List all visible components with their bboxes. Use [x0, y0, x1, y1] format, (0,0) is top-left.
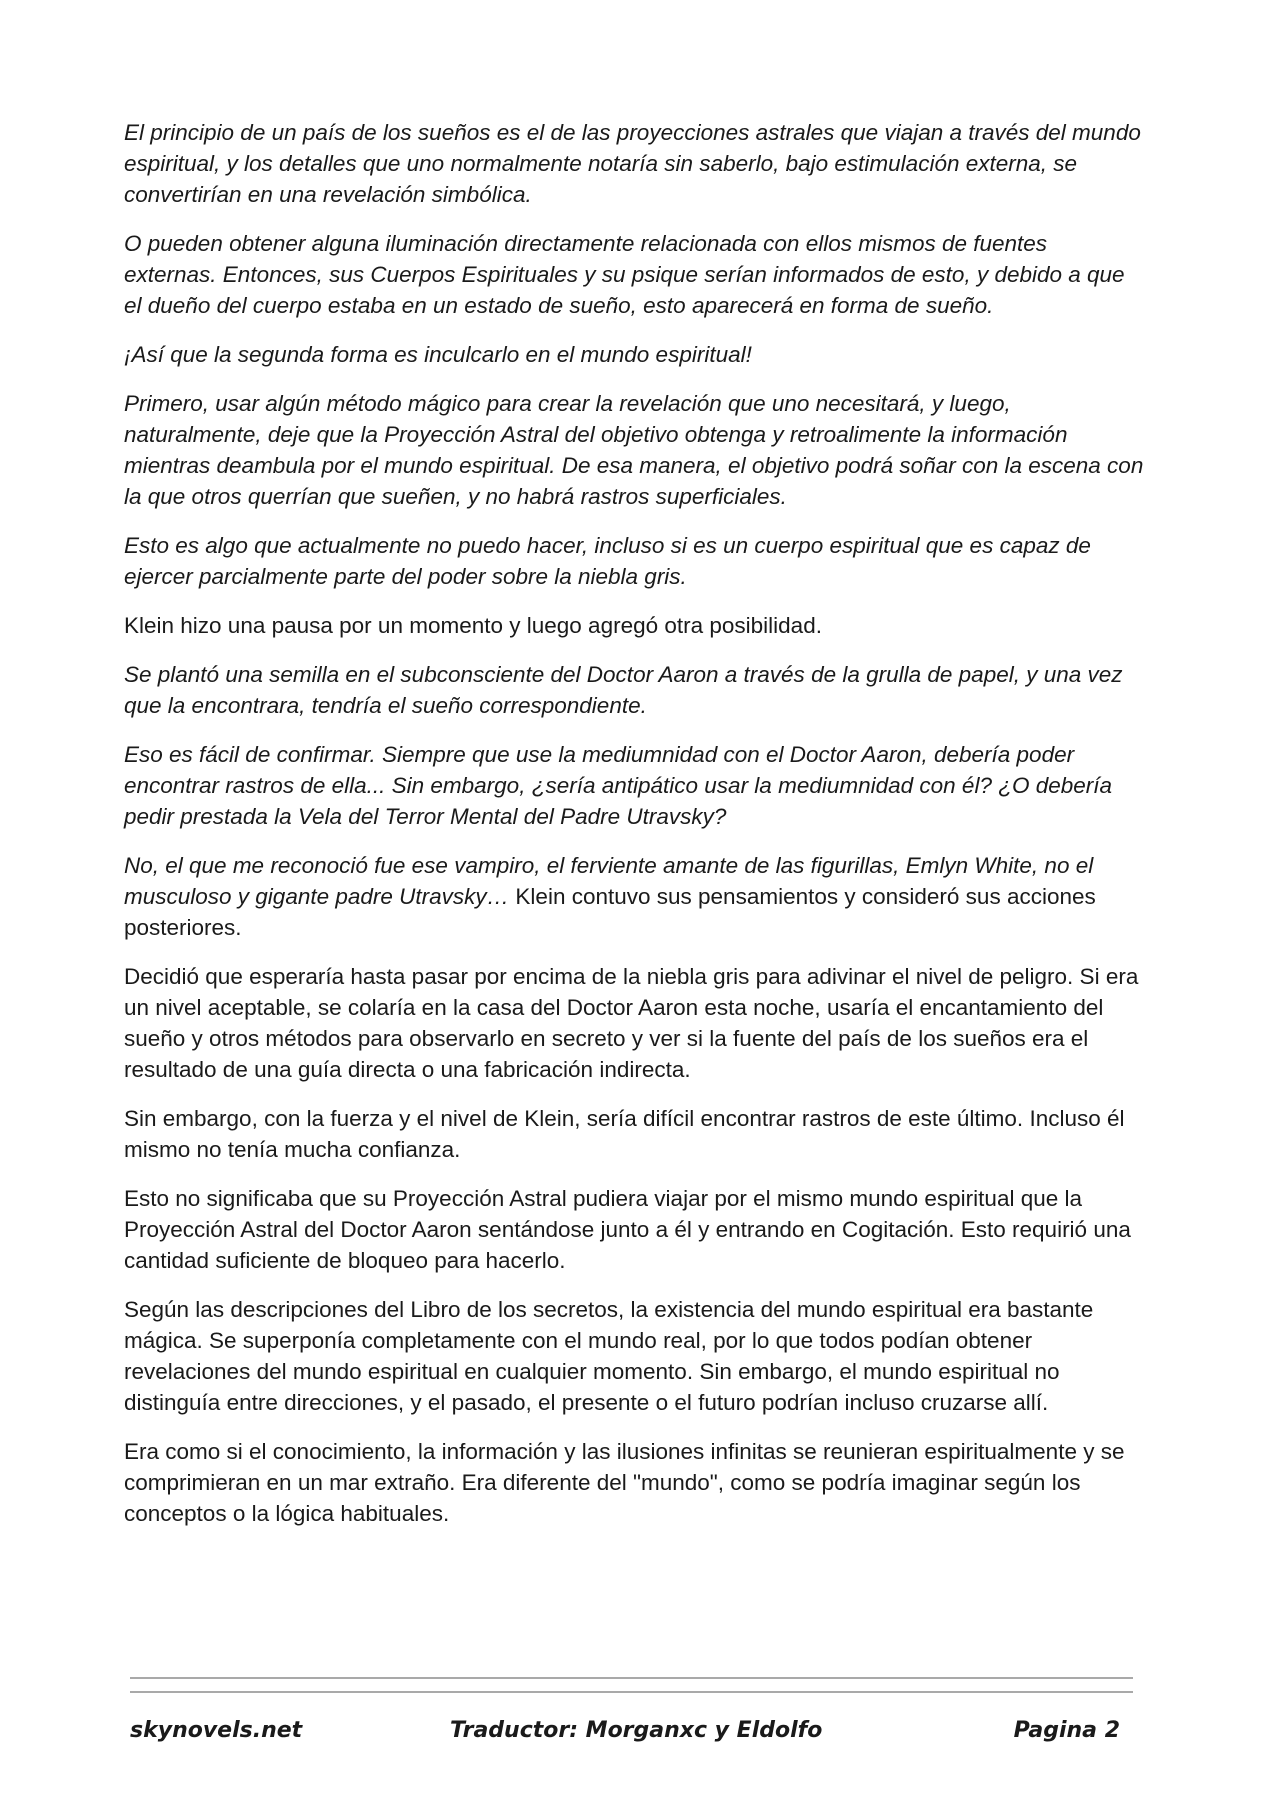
paragraph: Según las descripciones del Libro de los secretos, la existencia del mundo espiritual era bastante mágica. Se superponía completamente con el mundo real, por lo que todos podían obtener revelaciones del mundo espiritual en cualquier momento. Sin embargo, el mundo espiritual no distinguía entre direcciones, y el pasado, el presente o el futuro podrían incluso cruzarse allí.: [124, 1297, 1094, 1415]
paragraph: El principio de un país de los sueños es el de las proyecciones astrales que viajan a través del mundo espiritual, y los detalles que uno normalmente notaría sin saberlo, bajo estimulación externa, se convertirían en una revelación simbólica.: [124, 120, 1141, 207]
footer-divider-bottom: [130, 1691, 1133, 1693]
footer-page-number: Pagina 2: [1013, 1718, 1120, 1743]
paragraph: Decidió que esperaría hasta pasar por encima de la niebla gris para adivinar el nivel de peligro. Si era un nivel aceptable, se colaría en la casa del Doctor Aaron esta noche, usaría el encantamiento del sueño y otros métodos para observarlo en secreto y ver si la fuente del país de los sueños era el resultado de una guía directa o una fabricación indirecta.: [124, 964, 1139, 1082]
document-body: [124, 117, 1144, 1547]
paragraph: Eso es fácil de confirmar. Siempre que use la mediumnidad con el Doctor Aaron, debería poder encontrar rastros de ella... Sin embargo, ¿sería antipático usar la mediumnidad con él? ¿O debería pedir prestada la Vela del Terror Mental del Padre Utravsky?: [124, 742, 1113, 829]
footer-site: skynovels.net: [130, 1718, 303, 1743]
paragraph: Esto es algo que actualmente no puedo hacer, incluso si es un cuerpo espiritual que es capaz de ejercer parcialmente parte del poder sobre la niebla gris.: [124, 533, 1091, 589]
paragraph: Sin embargo, con la fuerza y el nivel de Klein, sería difícil encontrar rastros de este último. Incluso él mismo no tenía mucha confianza.: [124, 1106, 1125, 1162]
paragraph: Klein hizo una pausa por un momento y luego agregó otra posibilidad.: [124, 613, 822, 638]
footer-divider-top: [130, 1677, 1133, 1679]
page-footer: [130, 1718, 1130, 1758]
paragraph-mixed: [124, 850, 1144, 943]
paragraph: Era como si el conocimiento, la información y las ilusiones infinitas se reunieran espiritualmente y se comprimieran en un mar extraño. Era diferente del "mundo", como se podría imaginar según los conceptos o la lógica habituales.: [124, 1439, 1125, 1526]
paragraph-italic-part: No, el que me reconoció fue ese vampiro, el ferviente amante de las figurillas, Emlyn White, no el musculoso y gigante padre Utravsky…: [124, 853, 1094, 909]
footer-translator: Traductor: Morganxc y Eldolfo: [450, 1718, 823, 1743]
paragraph: ¡Así que la segunda forma es inculcarlo en el mundo espiritual!: [124, 342, 752, 367]
paragraph: Primero, usar algún método mágico para crear la revelación que uno necesitará, y luego, naturalmente, deje que la Proyección Astral del objetivo obtenga y retroalimente la información mientras deambula por el mundo espiritual. De esa manera, el objetivo podrá soñar con la escena con la que otros querrían que sueñen, y no habrá rastros superficiales.: [124, 391, 1144, 509]
paragraph: Esto no significaba que su Proyección Astral pudiera viajar por el mismo mundo espiritual que la Proyección Astral del Doctor Aaron sentándose junto a él y entrando en Cogitación. Esto requirió una cantidad suficiente de bloqueo para hacerlo.: [124, 1186, 1131, 1273]
paragraph: Se plantó una semilla en el subconsciente del Doctor Aaron a través de la grulla de papel, y una vez que la encontrara, tendría el sueño correspondiente.: [124, 662, 1123, 718]
paragraph-regular-part: Klein contuvo sus pensamientos y consideró sus acciones posteriores.: [124, 884, 1096, 940]
paragraph: O pueden obtener alguna iluminación directamente relacionada con ellos mismos de fuentes externas. Entonces, sus Cuerpos Espirituales y su psique serían informados de esto, y debido a que el dueño del cuerpo estaba en un estado de sueño, esto aparecerá en forma de sueño.: [124, 231, 1125, 318]
